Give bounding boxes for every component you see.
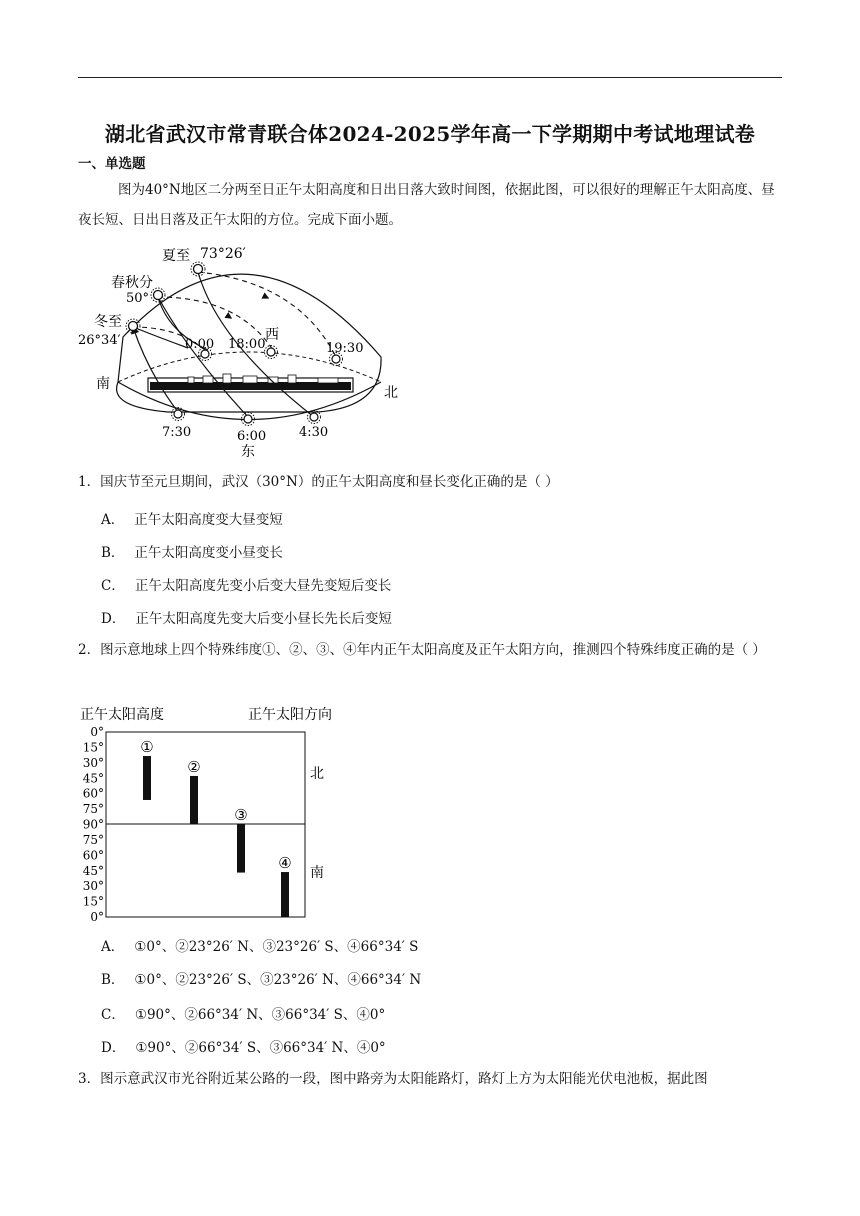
y-tick-label: 30° [82, 755, 104, 770]
label-equinox: 春秋分 [111, 275, 153, 291]
y-tick-label: 15° [82, 894, 104, 909]
bar-3 [237, 824, 245, 873]
label-sunrise-summer: 4:30 [299, 425, 329, 440]
sun-equinox-rise-icon [242, 413, 255, 426]
bar-label-4: ④ [278, 854, 292, 873]
summer-path-set [198, 272, 336, 357]
question-3-stem: 3．图示意武汉市光谷附近某公路的一段，图中路旁为太阳能路灯，路灯上方为太阳能光伏电池板，据此图 [78, 1071, 708, 1087]
label-winter: 冬至 [94, 314, 122, 330]
label-west: 西 [265, 327, 279, 343]
y-tick-label: 0° [90, 725, 104, 739]
label-summer: 夏至 [162, 248, 190, 264]
header-rule [78, 77, 782, 78]
arrow-summer [266, 297, 268, 298]
bar-1 [143, 756, 151, 800]
question-1-stem: 1．国庆节至元旦期间，武汉（30°N）的正午太阳高度和昼长变化正确的是（ ） [78, 474, 559, 490]
city-skyline [148, 374, 353, 392]
chart-left-title: 正午太阳高度 [80, 707, 164, 723]
label-equinox-angle: 50° [126, 291, 150, 306]
label-sunrise-equinox: 6:00 [237, 429, 267, 444]
bar-label-3: ③ [234, 806, 248, 824]
label-sunset-summer: 19:30 [326, 341, 364, 356]
label-sunset-equinox: 18:00 [228, 337, 266, 352]
y-tick-label: 90° [82, 817, 104, 832]
label-north: 北 [384, 385, 398, 401]
intro-paragraph: 图为40°N地区二分两至日正午太阳高度和日出日落大致时间图，依据此图，可以很好的理解正午太阳高度、昼夜长短、日出日落及正午太阳的方位。完成下面小题。 [78, 182, 775, 228]
y-tick-label: 45° [82, 863, 104, 878]
sun-equinox-noon-icon [151, 288, 165, 302]
section-heading: 一、单选题 [78, 156, 146, 172]
sun-equinox-set-icon [265, 346, 278, 359]
chart-south-label: 南 [310, 865, 324, 881]
winter-path-set-solid [133, 327, 188, 348]
label-summer-angle: 73°26′ [200, 246, 246, 262]
sun-summer-noon-icon [191, 262, 205, 276]
bar-4 [281, 872, 289, 917]
y-tick-label: 75° [82, 832, 104, 847]
label-winter-angle: 26°34′ [78, 333, 121, 348]
bar-2 [190, 776, 198, 824]
label-sunset-winter: 0:00 [185, 337, 215, 352]
y-tick-label: 30° [82, 879, 104, 894]
q1-option-a[interactable]: A． 正午太阳高度变大昼变短 [101, 512, 283, 528]
q2-option-b[interactable]: B． ①0°、②23°26′ S、③23°26′ N、④66°34′ N [101, 972, 422, 988]
q2-option-c[interactable]: C． ①90°、②66°34′ N、③66°34′ S、④0° [101, 1007, 386, 1023]
winter-path-rise [133, 327, 178, 412]
bar-label-1: ① [140, 738, 154, 757]
label-east: 东 [241, 444, 255, 460]
label-south: 南 [96, 376, 110, 392]
y-tick-label: 0° [90, 910, 104, 923]
question-2-stem: 2．图示意地球上四个特殊纬度①、②、③、④年内正午太阳高度及正午太阳方向，推测四个特殊纬度正确的是（ ） [78, 642, 766, 658]
y-tick-label: 75° [82, 802, 104, 817]
q1-option-c[interactable]: C． 正午太阳高度先变小后变大昼先变短后变长 [101, 578, 392, 594]
page-title: 湖北省武汉市常青联合体2024-2025学年高一下学期期中考试地理试卷 [104, 122, 756, 146]
y-tick-label: 15° [82, 740, 104, 755]
chart-right-title: 正午太阳方向 [248, 707, 332, 723]
q1-option-d[interactable]: D． 正午太阳高度先变大后变小昼长先长后变短 [101, 611, 392, 627]
y-tick-label: 60° [82, 786, 104, 801]
q2-option-a[interactable]: A． ①0°、②23°26′ N、③23°26′ S、④66°34′ S [101, 939, 419, 955]
chart-north-label: 北 [310, 766, 324, 782]
bar-label-2: ② [187, 757, 201, 776]
sun-winter-noon-icon [126, 319, 140, 333]
label-sunrise-winter: 7:30 [162, 425, 192, 440]
y-tick-label: 60° [82, 848, 104, 863]
y-tick-label: 45° [82, 771, 104, 786]
q2-option-d[interactable]: D． ①90°、②66°34′ S、③66°34′ N、④0° [101, 1040, 386, 1056]
sun-path-diagram [78, 242, 408, 462]
arrow-equinox [228, 316, 231, 318]
q1-option-b[interactable]: B． 正午太阳高度变小昼变长 [101, 545, 283, 561]
noon-sun-chart [78, 703, 358, 923]
